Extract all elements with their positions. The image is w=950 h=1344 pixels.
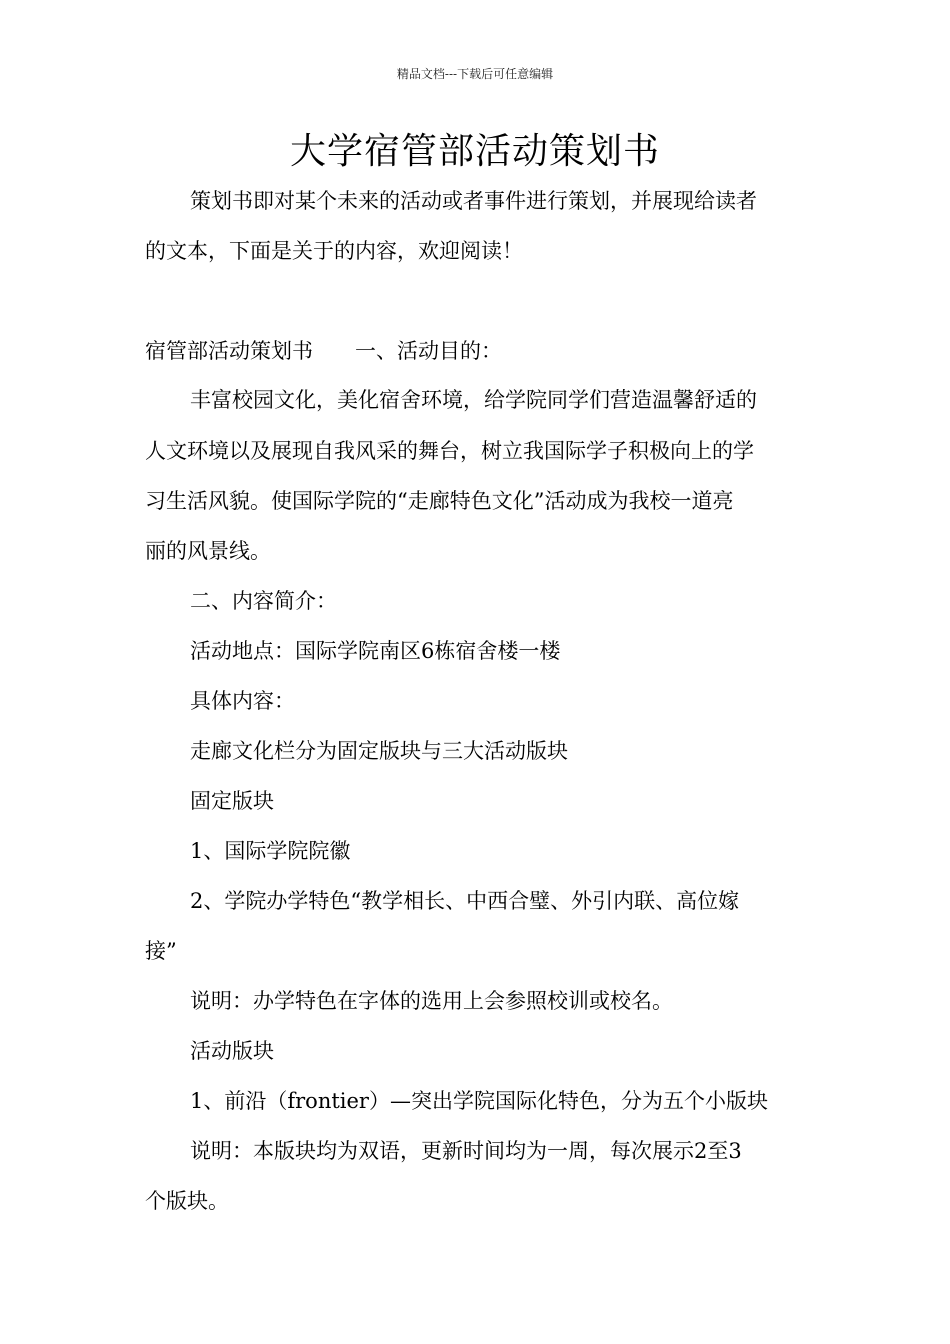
paragraph-line: 说明：办学特色在字体的选用上会参照校训或校名。 <box>190 989 673 1013</box>
section-heading-line: 二、内容简介： <box>190 589 337 613</box>
list-item-line: 2、学院办学特色“教学相长、中西合璧、外引内联、高位嫁 <box>190 889 740 913</box>
paragraph-line: 丽的风景线。 <box>145 539 271 563</box>
list-item-line: 接” <box>145 939 177 963</box>
paragraph-line: 走廊文化栏分为固定版块与三大活动版块 <box>190 739 568 763</box>
paragraph-line: 个版块。 <box>145 1189 229 1213</box>
paragraph-line: 具体内容： <box>190 689 295 713</box>
paragraph-line: 习生活风貌。使国际学院的“走廊特色文化”活动成为我校一道亮 <box>145 489 734 513</box>
section-heading-line: 宿管部活动策划书 一、活动目的： <box>145 339 502 363</box>
list-item-line: 1、前沿（frontier）—突出学院国际化特色，分为五个小版块 <box>190 1089 768 1113</box>
header-note: 精品文档---下载后可任意编辑 <box>396 67 554 81</box>
paragraph-line: 策划书即对某个未来的活动或者事件进行策划，并展现给读者 <box>190 189 757 213</box>
list-item-line: 1、国际学院院徽 <box>190 839 351 863</box>
paragraph-line: 说明：本版块均为双语，更新时间均为一周，每次展示2至3 <box>190 1139 742 1163</box>
paragraph-line: 丰富校园文化，美化宿舍环境，给学院同学们营造温馨舒适的 <box>190 388 757 412</box>
paragraph-line: 的文本，下面是关于的内容，欢迎阅读！ <box>145 239 523 263</box>
paragraph-line: 活动地点：国际学院南区6栋宿舍楼一楼 <box>190 639 561 663</box>
paragraph-line: 人文环境以及展现自我风采的舞台，树立我国际学子积极向上的学 <box>145 439 754 463</box>
document-title: 大学宿管部活动策划书 <box>289 131 660 172</box>
paragraph-line: 活动版块 <box>190 1039 274 1063</box>
paragraph-line: 固定版块 <box>190 789 274 813</box>
